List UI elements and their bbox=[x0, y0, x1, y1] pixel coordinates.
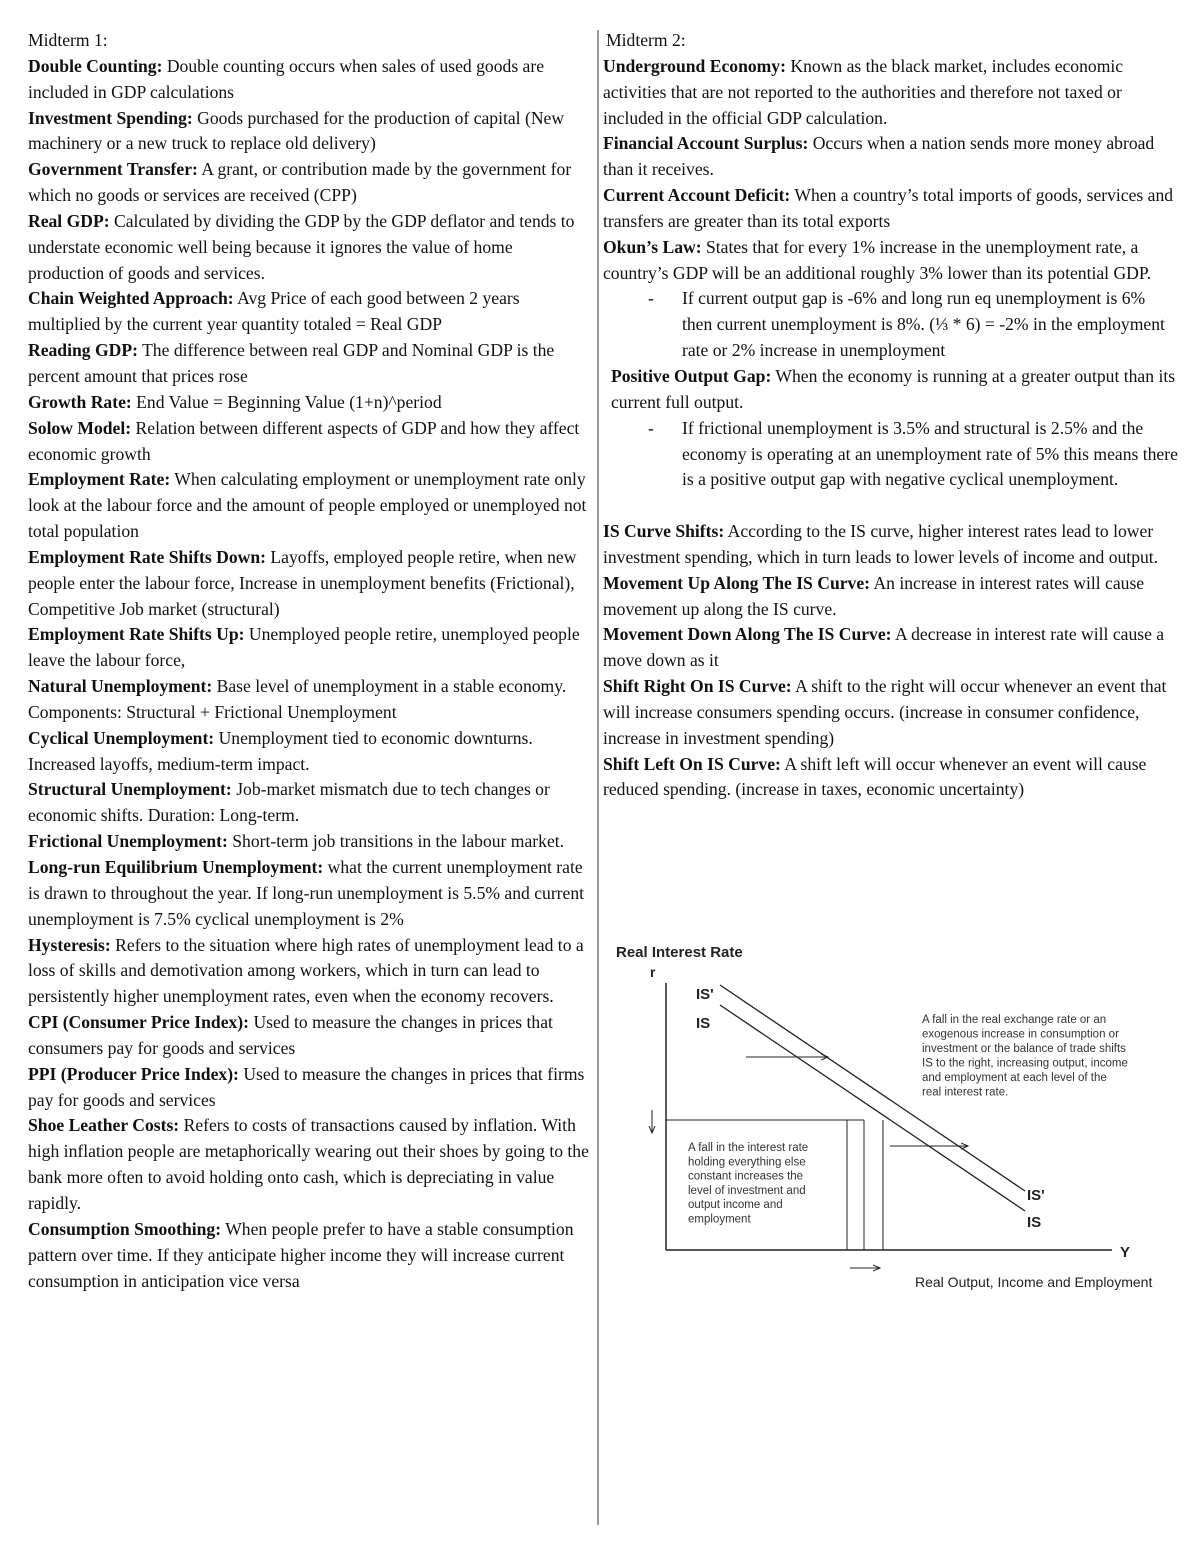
definition-text: Short-term job transitions in the labour market. bbox=[232, 831, 565, 852]
is-curve-diagram bbox=[600, 935, 1200, 1305]
definition-text: End Value = Beginning Value (1+n)^period bbox=[136, 391, 442, 412]
note-line: A fall in the real exchange rate or an bbox=[922, 1014, 1107, 1026]
definition-text: A decrease in interest rate will cause a move down as it bbox=[603, 624, 1165, 671]
definition-term: Current Account Deficit: bbox=[603, 185, 791, 206]
definition-term: Hysteresis: bbox=[28, 934, 111, 955]
definition-entry bbox=[28, 1062, 590, 1114]
definition-positive-output-gap bbox=[603, 364, 1178, 416]
is-prime-label-top: IS' bbox=[696, 986, 714, 1003]
definition-term: Shoe Leather Costs: bbox=[28, 1115, 180, 1136]
note-line: constant increases the bbox=[688, 1170, 804, 1183]
definition-text: Double counting occurs when sales of used goods are included in GDP calculations bbox=[28, 55, 545, 102]
note-line: and employment at each level of the bbox=[922, 1072, 1107, 1084]
definition-term: Employment Rate: bbox=[28, 469, 171, 490]
note-line: IS to the right, increasing output, income bbox=[922, 1057, 1128, 1070]
bullet-dash: - bbox=[648, 288, 654, 309]
definition-text: Unemployment tied to economic downturns. Increased layoffs, medium-term impact. bbox=[28, 727, 533, 774]
definition-text: Goods purchased for the production of capital (New machinery or a new truck to replace old delivery) bbox=[28, 107, 565, 154]
definition-term: Employment Rate Shifts Up: bbox=[28, 624, 245, 645]
definition-text: Occurs when a nation sends more money abroad than it receives. bbox=[603, 133, 1155, 180]
definition-text: Job-market mismatch due to tech changes or economic shifts. Duration: Long-term. bbox=[28, 779, 550, 826]
note-line: A fall in the interest rate bbox=[688, 1142, 809, 1154]
definition-term: Shift Left On IS Curve: bbox=[603, 753, 781, 774]
definition-entry bbox=[28, 1113, 590, 1216]
okuns-law-example bbox=[603, 286, 1178, 364]
definition-entry bbox=[28, 933, 590, 1011]
definition-entry bbox=[603, 571, 1178, 623]
midterm-1-definitions bbox=[28, 54, 590, 1295]
definition-entry bbox=[28, 674, 590, 726]
definition-entry bbox=[28, 209, 590, 287]
definition-entry bbox=[603, 752, 1178, 804]
definition-term: Structural Unemployment: bbox=[28, 779, 232, 800]
definition-entry bbox=[28, 855, 590, 933]
definition-financial-account-surplus bbox=[603, 131, 1178, 183]
definition-entry bbox=[28, 338, 590, 390]
definition-text: Relation between different aspects of GDP and how they affect economic growth bbox=[28, 417, 580, 464]
definition-term: Natural Unemployment: bbox=[28, 676, 213, 697]
definition-text: When a country’s total imports of goods, services and transfers are greater than its total exports bbox=[603, 185, 1174, 231]
definition-text: Layoffs, employed people retire, when new people enter the labour force, Increase in unemployment benefits (Frictional), Competitive Job market (structural) bbox=[28, 546, 577, 619]
note-line: employment bbox=[688, 1213, 751, 1226]
midterm-2-heading: Midterm 2: bbox=[606, 30, 686, 50]
definition-text: Refers to costs of transactions caused by inflation. With high inflation people are metaphorically wearing out their shoes by going to the bank more often to avoid holding onto cash, which is depreciating in value rapidly. bbox=[28, 1115, 589, 1213]
definition-entry bbox=[28, 726, 590, 778]
definition-entry bbox=[28, 545, 590, 623]
x-axis-symbol: Y bbox=[1120, 1244, 1131, 1261]
definition-text: Calculated by dividing the GDP by the GDP deflator and tends to understate economic well being because it ignores the value of home production of goods and services. bbox=[28, 210, 575, 283]
definition-text: A shift to the right will occur whenever an event that will increase consumers spending occurs. (increase in consumer confidence, increase in investment spending) bbox=[603, 676, 1167, 748]
definition-term: Growth Rate: bbox=[28, 391, 132, 412]
x-axis-title: Real Output, Income and Employment bbox=[915, 1274, 1153, 1290]
note-line: investment or the balance of trade shifts bbox=[922, 1043, 1126, 1055]
definition-entry bbox=[28, 1010, 590, 1062]
definition-term: Investment Spending: bbox=[28, 107, 193, 128]
definition-text: Base level of unemployment in a stable economy. Components: Structural + Frictional Unemployment bbox=[28, 676, 567, 722]
definition-term: Positive Output Gap: bbox=[611, 365, 772, 386]
definition-term: Financial Account Surplus: bbox=[603, 133, 809, 154]
movement-explanation-note bbox=[688, 1142, 808, 1226]
midterm-2-column bbox=[603, 28, 1178, 803]
definition-entry bbox=[28, 622, 590, 674]
definition-text: A shift left will occur whenever an event will cause reduced spending. (increase in taxes, economic uncertainty) bbox=[603, 753, 1147, 800]
definition-term: Frictional Unemployment: bbox=[28, 831, 228, 852]
positive-output-gap-example bbox=[603, 416, 1178, 494]
definition-text: An increase in interest rates will cause movement up along the IS curve. bbox=[603, 572, 1145, 619]
definition-text: According to the IS curve, higher interest rates lead to lower investment spending, which in turn leads to lower levels of income and output. bbox=[603, 521, 1159, 567]
definition-text: A grant, or contribution made by the government for which no goods or services are received (CPP) bbox=[28, 159, 572, 206]
note-line: level of investment and bbox=[688, 1184, 806, 1197]
note-line: holding everything else bbox=[688, 1156, 806, 1169]
definition-text: Unemployed people retire, unemployed people leave the labour force, bbox=[28, 624, 580, 671]
definition-text: The difference between real GDP and Nominal GDP is the percent amount that prices rose bbox=[28, 340, 555, 386]
definition-term: CPI (Consumer Price Index): bbox=[28, 1012, 250, 1033]
definition-entry bbox=[28, 157, 590, 209]
definition-term: Movement Up Along The IS Curve: bbox=[603, 572, 871, 593]
definition-term: Consumption Smoothing: bbox=[28, 1218, 222, 1239]
definition-term: Cyclical Unemployment: bbox=[28, 727, 215, 748]
definition-entry bbox=[28, 390, 590, 416]
definition-entry bbox=[28, 54, 590, 106]
definition-entry bbox=[603, 622, 1178, 674]
y-axis-symbol: r bbox=[650, 964, 656, 980]
definition-term: IS Curve Shifts: bbox=[603, 521, 725, 542]
definition-text: Used to measure the changes in prices that firms pay for goods and services bbox=[28, 1063, 585, 1110]
bullet-text: If current output gap is -6% and long run eq unemployment is 6% then current unemployment is 8%. (⅓ * 6) = -2% in the employment rate or 2% increase in unemployment bbox=[682, 288, 1165, 361]
definition-term: Double Counting: bbox=[28, 55, 163, 76]
midterm-1-column bbox=[28, 28, 590, 1294]
definition-term: Okun’s Law: bbox=[603, 236, 702, 257]
definition-term: Reading GDP: bbox=[28, 340, 138, 361]
spacer bbox=[603, 493, 1178, 519]
is-label-top: IS bbox=[696, 1015, 711, 1032]
definition-term: PPI (Producer Price Index): bbox=[28, 1063, 239, 1084]
definition-entry bbox=[28, 106, 590, 158]
definition-term: Movement Down Along The IS Curve: bbox=[603, 624, 892, 645]
bullet-text: If frictional unemployment is 3.5% and structural is 2.5% and the economy is operating at an unemployment rate of 5% this means there is a positive output gap with negative cyclical unemployment. bbox=[682, 417, 1178, 490]
definition-entry bbox=[28, 416, 590, 468]
definition-text: what the current unemployment rate is drawn to throughout the year. If long-run unemployment is 5.5% and current unemployment is 7.5% cyclical unemployment is 2% bbox=[28, 857, 585, 929]
definition-entry bbox=[28, 777, 590, 829]
definition-text: When the economy is running at a greater output than its current full output. bbox=[611, 365, 1176, 412]
midterm-1-heading: Midterm 1: bbox=[28, 30, 108, 50]
definition-entry bbox=[603, 519, 1178, 571]
definition-term: Chain Weighted Approach: bbox=[28, 288, 234, 309]
shift-explanation-note bbox=[922, 1014, 1128, 1099]
is-label-bottom: IS bbox=[1027, 1214, 1042, 1231]
definition-entry bbox=[28, 467, 590, 545]
definition-entry bbox=[603, 674, 1178, 752]
note-line: output income and bbox=[688, 1199, 783, 1212]
definition-current-account-deficit bbox=[603, 183, 1178, 235]
definition-text: When people prefer to have a stable consumption pattern over time. If they anticipate higher income they will increase current consumption in anticipation vice versa bbox=[28, 1218, 574, 1291]
definition-okuns-law bbox=[603, 235, 1178, 287]
definition-term: Long-run Equilibrium Unemployment: bbox=[28, 857, 324, 877]
definition-term: Solow Model: bbox=[28, 417, 132, 438]
definition-entry bbox=[28, 829, 590, 855]
note-line: real interest rate. bbox=[922, 1086, 1009, 1099]
definition-text: When calculating employment or unemployment rate only look at the labour force and the amount of people employed or unemployed not total population bbox=[28, 469, 587, 542]
is-curve-definitions bbox=[603, 519, 1178, 803]
definition-text: States that for every 1% increase in the unemployment rate, a country’s GDP will be an additional roughly 3% lower than its potential GDP. bbox=[603, 236, 1152, 283]
definition-text: Used to measure the changes in prices that consumers pay for goods and services bbox=[28, 1012, 553, 1058]
definition-entry bbox=[28, 1217, 590, 1295]
definition-text: Known as the black market, includes economic activities that are not reported to the authorities and therefore not taxed or included in the official GDP calculation. bbox=[603, 55, 1124, 128]
definition-term: Shift Right On IS Curve: bbox=[603, 676, 792, 697]
is-prime-label-bottom: IS' bbox=[1027, 1187, 1045, 1204]
definition-term: Real GDP: bbox=[28, 210, 110, 231]
definition-text: Avg Price of each good between 2 years multiplied by the current year quantity totaled = Real GDP bbox=[28, 288, 520, 335]
definition-underground-economy bbox=[603, 54, 1178, 132]
definition-term: Employment Rate Shifts Down: bbox=[28, 546, 267, 567]
column-divider bbox=[597, 30, 599, 1525]
definition-text: Refers to the situation where high rates of unemployment lead to a loss of skills and demotivation among workers, which in turn can lead to persistently higher unemployment rates, even when the economy recovers. bbox=[28, 934, 584, 1007]
note-line: exogenous increase in consumption or bbox=[922, 1028, 1119, 1041]
bullet-dash: - bbox=[648, 417, 654, 438]
definition-term: Underground Economy: bbox=[603, 55, 786, 76]
y-axis-title: Real Interest Rate bbox=[616, 944, 743, 961]
definition-entry bbox=[28, 286, 590, 338]
definition-term: Government Transfer: bbox=[28, 159, 198, 180]
